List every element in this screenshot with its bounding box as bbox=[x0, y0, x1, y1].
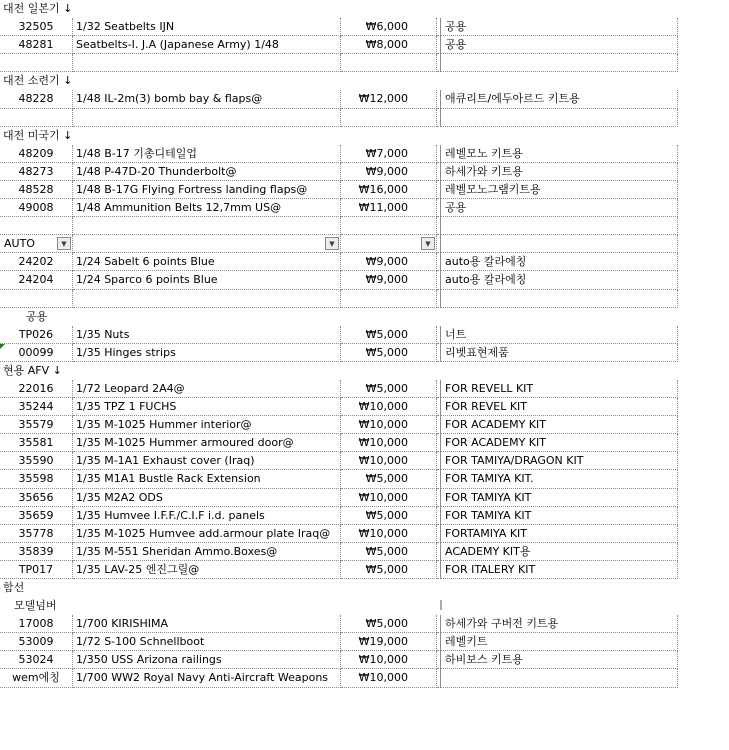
product-name-cell[interactable]: 1/48 IL-2m(3) bomb bay & flaps@ bbox=[73, 90, 341, 108]
section-header[interactable]: 함선 bbox=[3, 581, 25, 594]
table-row bbox=[0, 72, 729, 90]
note-cell[interactable]: FOR TAMIYA KIT. bbox=[441, 470, 678, 488]
price-cell[interactable]: ₩8,000 bbox=[341, 36, 437, 54]
table-row bbox=[0, 470, 729, 488]
product-code-cell[interactable]: 35659 bbox=[0, 507, 73, 525]
price-cell[interactable]: ₩10,000 bbox=[341, 525, 437, 543]
note-cell[interactable]: 레벨모노 키트용 bbox=[441, 145, 678, 163]
product-code-cell[interactable]: wem에칭 bbox=[0, 669, 73, 687]
filter-cell[interactable] bbox=[341, 235, 437, 253]
table-row bbox=[0, 253, 729, 271]
price-cell[interactable] bbox=[341, 290, 437, 308]
table-row bbox=[0, 489, 729, 507]
price-cell[interactable] bbox=[341, 54, 437, 72]
price-cell[interactable]: ₩5,000 bbox=[341, 344, 437, 362]
note-cell[interactable]: 레벨키트 bbox=[441, 633, 678, 651]
price-cell[interactable] bbox=[341, 217, 437, 235]
note-cell[interactable]: FOR REVEL KIT bbox=[441, 398, 678, 416]
product-name-cell[interactable]: 1/35 M2A2 ODS bbox=[73, 489, 341, 507]
product-name-cell[interactable]: 1/35 Humvee I.F.F./C.I.F i.d. panels bbox=[73, 507, 341, 525]
price-cell[interactable]: ₩5,000 bbox=[341, 470, 437, 488]
note-cell[interactable]: FOR TAMIYA KIT bbox=[441, 507, 678, 525]
product-name-cell[interactable]: 1/32 Seatbelts IJN bbox=[73, 18, 341, 36]
note-cell[interactable] bbox=[441, 669, 678, 687]
price-cell[interactable]: ₩10,000 bbox=[341, 669, 437, 687]
table-row bbox=[0, 380, 729, 398]
table-row bbox=[0, 579, 729, 597]
price-cell[interactable]: ₩10,000 bbox=[341, 416, 437, 434]
table-row bbox=[0, 597, 729, 615]
product-name-cell[interactable]: 1/700 KIRISHIMA bbox=[73, 615, 341, 633]
price-cell[interactable]: ₩5,000 bbox=[341, 326, 437, 344]
table-row bbox=[0, 308, 729, 326]
price-cell[interactable]: ₩10,000 bbox=[341, 651, 437, 669]
table-row bbox=[0, 434, 729, 452]
product-code-cell[interactable] bbox=[0, 290, 73, 308]
product-name-cell[interactable]: 1/35 M-1025 Hummer interior@ bbox=[73, 416, 341, 434]
table-row bbox=[0, 290, 729, 308]
product-code-cell[interactable]: 35656 bbox=[0, 489, 73, 507]
product-code-cell[interactable]: 53009 bbox=[0, 633, 73, 651]
product-code-cell[interactable]: 00099 bbox=[0, 344, 73, 362]
product-name-cell[interactable] bbox=[73, 54, 341, 72]
product-code-cell[interactable]: 48281 bbox=[0, 36, 73, 54]
product-name-cell[interactable]: 1/35 Nuts bbox=[73, 326, 341, 344]
section-header[interactable]: 현용 AFV ↓ bbox=[3, 363, 62, 377]
table-row bbox=[0, 615, 729, 633]
table-row bbox=[0, 669, 729, 687]
note-cell[interactable]: FOR TAMIYA KIT bbox=[441, 489, 678, 507]
product-name-cell[interactable]: 1/35 M-1A1 Exhaust cover (Iraq) bbox=[73, 452, 341, 470]
note-cell[interactable]: 리벳표현제품 bbox=[441, 344, 678, 362]
subsection-header[interactable]: 공용 bbox=[25, 309, 48, 323]
table-row bbox=[0, 36, 729, 54]
section-header[interactable]: 대전 미국기 ↓ bbox=[3, 128, 73, 142]
price-cell[interactable]: ₩10,000 bbox=[341, 452, 437, 470]
product-code-cell[interactable]: 53024 bbox=[0, 651, 73, 669]
table-row bbox=[0, 633, 729, 651]
note-cell[interactable]: 하비보스 키트용 bbox=[441, 651, 678, 669]
product-name-cell[interactable] bbox=[73, 217, 341, 235]
table-row bbox=[0, 452, 729, 470]
note-cell[interactable]: ACADEMY KIT용 bbox=[441, 543, 678, 561]
price-cell[interactable]: ₩11,000 bbox=[341, 199, 437, 217]
product-code-cell[interactable] bbox=[0, 54, 73, 72]
product-code-cell[interactable]: 48273 bbox=[0, 163, 73, 181]
product-code-cell[interactable]: 35598 bbox=[0, 470, 73, 488]
table-row bbox=[0, 561, 729, 579]
note-cell[interactable]: FOR ITALERY KIT bbox=[441, 561, 678, 579]
product-name-cell[interactable]: 1/48 P-47D-20 Thunderbolt@ bbox=[73, 163, 341, 181]
note-cell[interactable]: 애큐리트/에두아르드 키트용 bbox=[441, 90, 678, 108]
product-code-cell[interactable]: 48209 bbox=[0, 145, 73, 163]
table-row bbox=[0, 344, 729, 362]
product-code-cell[interactable]: 35839 bbox=[0, 543, 73, 561]
product-code-cell[interactable]: 24204 bbox=[0, 271, 73, 289]
price-cell[interactable]: ₩9,000 bbox=[341, 271, 437, 289]
table-row bbox=[0, 217, 729, 235]
note-cell[interactable]: FOR REVELL KIT bbox=[441, 380, 678, 398]
error-indicator-icon bbox=[0, 344, 5, 349]
table-row bbox=[0, 543, 729, 561]
product-code-cell[interactable] bbox=[0, 109, 73, 127]
product-name-cell[interactable]: 1/35 Hinges strips bbox=[73, 344, 341, 362]
table-row bbox=[0, 525, 729, 543]
product-name-cell[interactable]: 1/35 M-1025 Humvee add.armour plate Iraq@ bbox=[73, 525, 341, 543]
price-cell[interactable]: ₩10,000 bbox=[341, 434, 437, 452]
table-row bbox=[0, 398, 729, 416]
price-cell[interactable]: ₩7,000 bbox=[341, 145, 437, 163]
table-row bbox=[0, 507, 729, 525]
note-cell[interactable]: auto용 칼라에칭 bbox=[441, 253, 678, 271]
note-cell[interactable]: FORTAMIYA KIT bbox=[441, 525, 678, 543]
note-cell[interactable]: 공용 bbox=[441, 18, 678, 36]
product-name-cell[interactable] bbox=[73, 290, 341, 308]
table-row bbox=[0, 362, 729, 380]
product-code-cell[interactable]: 48228 bbox=[0, 90, 73, 108]
filter-cell[interactable] bbox=[73, 235, 341, 253]
note-cell[interactable]: 너트 bbox=[441, 326, 678, 344]
product-code-cell[interactable]: 35244 bbox=[0, 398, 73, 416]
product-code-cell[interactable]: 17008 bbox=[0, 615, 73, 633]
note-cell[interactable] bbox=[441, 109, 678, 127]
table-row bbox=[0, 199, 729, 217]
product-code-cell[interactable]: 24202 bbox=[0, 253, 73, 271]
note-cell[interactable]: 하세가와 키트용 bbox=[441, 163, 678, 181]
price-cell[interactable]: ₩19,000 bbox=[341, 633, 437, 651]
price-cell[interactable] bbox=[341, 109, 437, 127]
note-cell[interactable]: FOR ACADEMY KIT bbox=[441, 434, 678, 452]
product-code-cell[interactable]: 22016 bbox=[0, 380, 73, 398]
note-cell[interactable]: 레벨모노그램키트용 bbox=[441, 181, 678, 199]
filter-dropdown-button[interactable]: ▼ bbox=[325, 237, 339, 250]
price-cell[interactable]: ₩6,000 bbox=[341, 18, 437, 36]
section-header[interactable]: 대전 소련기 ↓ bbox=[3, 74, 73, 88]
product-code-cell[interactable]: TP017 bbox=[0, 561, 73, 579]
price-cell[interactable]: ₩5,000 bbox=[341, 507, 437, 525]
product-name-cell[interactable]: 1/48 B-17 기총디테일업 bbox=[73, 145, 341, 163]
note-cell[interactable]: 공용 bbox=[441, 199, 678, 217]
product-name-cell[interactable]: 1/35 LAV-25 엔진그릴@ bbox=[73, 561, 341, 579]
table-row bbox=[0, 18, 729, 36]
filter-dropdown-button[interactable]: ▼ bbox=[57, 237, 71, 250]
table-row bbox=[0, 163, 729, 181]
product-name-cell[interactable]: 1/700 WW2 Royal Navy Anti-Aircraft Weapons bbox=[73, 669, 341, 687]
product-name-cell[interactable]: 1/72 S-100 Schnellboot bbox=[73, 633, 341, 651]
product-name-cell[interactable]: 1/48 Ammunition Belts 12,7mm US@ bbox=[73, 199, 341, 217]
product-code-cell[interactable]: 32505 bbox=[0, 18, 73, 36]
price-cell[interactable]: ₩5,000 bbox=[341, 561, 437, 579]
product-code-cell[interactable]: 49008 bbox=[0, 199, 73, 217]
product-code-cell[interactable]: 35590 bbox=[0, 452, 73, 470]
product-name-cell[interactable] bbox=[73, 109, 341, 127]
note-cell[interactable]: auto용 칼라에칭 bbox=[441, 271, 678, 289]
note-cell[interactable] bbox=[441, 54, 678, 72]
table-row bbox=[0, 0, 729, 18]
product-name-cell[interactable]: 1/35 M-551 Sheridan Ammo.Boxes@ bbox=[73, 543, 341, 561]
note-cell[interactable] bbox=[441, 290, 678, 308]
note-cell[interactable]: 공용 bbox=[441, 36, 678, 54]
filter-cell-label[interactable] bbox=[0, 235, 73, 253]
price-cell[interactable]: ₩10,000 bbox=[341, 489, 437, 507]
filter-dropdown-button[interactable]: ▼ bbox=[421, 237, 435, 250]
table-row bbox=[0, 651, 729, 669]
cell[interactable] bbox=[441, 235, 678, 253]
product-code-cell[interactable] bbox=[0, 217, 73, 235]
table-row bbox=[0, 416, 729, 434]
product-name-cell[interactable]: 1/48 B-17G Flying Fortress landing flaps@ bbox=[73, 181, 341, 199]
table-row bbox=[0, 181, 729, 199]
table-row bbox=[0, 54, 729, 72]
product-name-cell[interactable]: 1/24 Sparco 6 points Blue bbox=[73, 271, 341, 289]
price-cell[interactable]: ₩12,000 bbox=[341, 90, 437, 108]
product-name-cell[interactable]: 1/24 Sabelt 6 points Blue bbox=[73, 253, 341, 271]
table-row bbox=[0, 145, 729, 163]
price-cell[interactable]: ₩9,000 bbox=[341, 163, 437, 181]
product-name-cell[interactable]: 1/35 M1A1 Bustle Rack Extension bbox=[73, 470, 341, 488]
product-name-cell[interactable]: Seatbelts-I. J.A (Japanese Army) 1/48 bbox=[73, 36, 341, 54]
table-row bbox=[0, 271, 729, 289]
table-row bbox=[0, 127, 729, 145]
price-cell[interactable]: ₩5,000 bbox=[341, 543, 437, 561]
table-row bbox=[0, 235, 729, 253]
product-name-cell[interactable]: 1/350 USS Arizona railings bbox=[73, 651, 341, 669]
product-code-cell[interactable]: TP026 bbox=[0, 326, 73, 344]
note-cell[interactable]: FOR ACADEMY KIT bbox=[441, 416, 678, 434]
column-header-model-number[interactable]: 모델넘버 bbox=[14, 599, 57, 613]
product-code-cell[interactable]: 35579 bbox=[0, 416, 73, 434]
price-cell[interactable]: ₩9,000 bbox=[341, 253, 437, 271]
table-row bbox=[0, 90, 729, 108]
cell-marker bbox=[440, 600, 442, 610]
note-cell[interactable]: FOR TAMIYA/DRAGON KIT bbox=[441, 452, 678, 470]
note-cell[interactable]: 하세가와 구버전 키트용 bbox=[441, 615, 678, 633]
product-name-cell[interactable]: 1/72 Leopard 2A4@ bbox=[73, 380, 341, 398]
product-name-cell[interactable]: 1/35 TPZ 1 FUCHS bbox=[73, 398, 341, 416]
note-cell[interactable] bbox=[441, 217, 678, 235]
price-cell[interactable]: ₩5,000 bbox=[341, 380, 437, 398]
product-name-cell[interactable]: 1/35 M-1025 Hummer armoured door@ bbox=[73, 434, 341, 452]
filter-label: AUTO bbox=[4, 237, 35, 251]
section-header[interactable]: 대전 일본기 ↓ bbox=[3, 2, 73, 15]
product-code-cell[interactable]: 48528 bbox=[0, 181, 73, 199]
product-code-cell[interactable]: 35778 bbox=[0, 525, 73, 543]
product-code-cell[interactable]: 35581 bbox=[0, 434, 73, 452]
price-cell[interactable]: ₩5,000 bbox=[341, 615, 437, 633]
price-cell[interactable]: ₩16,000 bbox=[341, 181, 437, 199]
price-cell[interactable]: ₩10,000 bbox=[341, 398, 437, 416]
table-row bbox=[0, 109, 729, 127]
table-row bbox=[0, 326, 729, 344]
